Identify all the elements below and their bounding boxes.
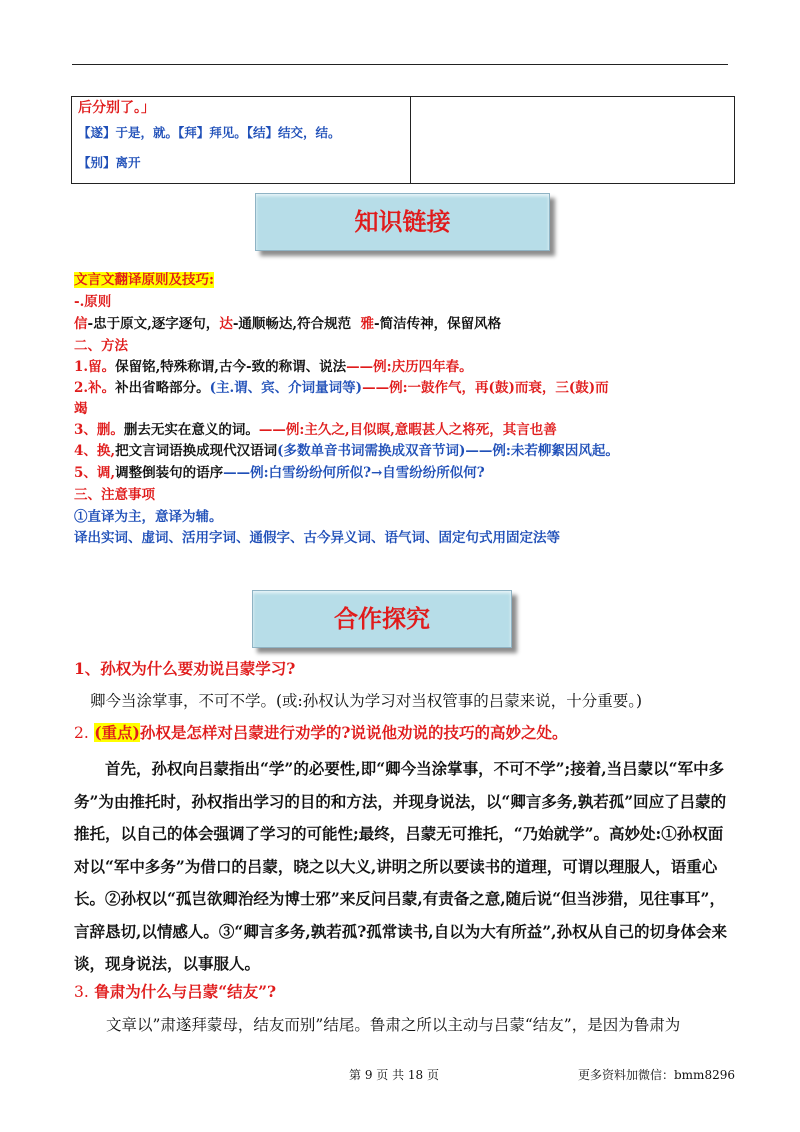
continuation-table [71,96,735,184]
method-4: 4、换,把文言词语换成现代汉语词(多数单音书词需换成双音节词)——例:未若柳絮因风起。 [74,443,619,459]
note-1: ①直译为主，意译为辅。 [74,509,223,525]
question-1: 1、孙权为什么要劝说吕蒙学习? [74,659,296,678]
table-line-3: 【别】离开 [78,155,141,170]
method-3: 3、删。删去无实在意义的词。——例:主久之,目似暝,意暇甚人之将死，其言也善 [74,422,557,438]
answer-1: 卿今当涂掌事，不可不学。(或:孙权认为学习对当权管事的吕蒙来说，十分重要。) [90,692,643,710]
answer-3: 文章以”肃遂拜蒙母，结友而别”结尾。鲁肃之所以主动与吕蒙“结友”，是因为鲁肃为 [106,1016,681,1034]
table-line-2: 【遂】于是，就。【拜】拜见。【结】结交，结。 [78,125,341,140]
question-3: 3. 鲁肃为什么与吕蒙“结友”? [74,982,277,1001]
principles-line: 信-忠于原文,逐字逐句，达-通顺畅达,符合规范 雅-简洁传神，保留风格 [74,316,502,332]
principles-title: -.原则 [74,294,112,310]
cooperative-inquiry-banner: 合作探究 [252,590,512,648]
table-right-cell [411,97,735,184]
contact-info: 更多资料加微信：bmm8296 [578,1068,735,1082]
methods-title: 二、方法 [74,338,128,354]
method-2-cont: 竭 [74,401,88,417]
page-number: 第 9 页 共 18 页 [349,1068,439,1082]
header-rule [72,64,728,65]
method-2: 2.补。补出省略部分。(主.谓、宾、介词量词等)——例:一鼓作气，再(鼓)而衰，三(鼓)而 [74,380,609,396]
knowledge-link-banner: 知识链接 [255,193,550,251]
method-1: 1.留。保留铭,特殊称谓,古今-致的称谓、说法——例:庆历四年春。 [74,359,473,375]
notes-title: 三、注意事项 [74,487,155,503]
table-left-cell [72,97,411,184]
section-heading: 文言文翻译原则及技巧: [74,272,214,288]
note-2: 译出实词、虚词、活用字词、通假字、古今异义词、语气词、固定句式用固定法等 [74,530,560,546]
answer-2: 首先，孙权向吕蒙指出“学”的必要性,即“卿今当涂掌事，不可不学”;接着,当吕蒙以“军中多务”为由推托时，孙权指出学习的目的和方法，并现身说法，以“卿言多务,孰若孤”回应了吕蒙的推托，以自己的体会强调了学习的可能性;最终，吕蒙无可推托，“乃始就学”。高妙处:①孙权面对以“军中多务”为借口的吕蒙，晓之以大义,讲明之所以要读书的道理，可谓以理服人，语重心长。②孙权以“孤岂欲卿治经为博士邪”来反问吕蒙,有责备之意,随后说“但当涉猎，见往事耳”，言辞恳切,以情感人。③“卿言多务,孰若孤?孤常读书,自以为大有所益”,孙权从自己的切身体会来谈，现身说法，以事服人。 [74,759,728,973]
question-2: 2. (重点)孙权是怎样对吕蒙进行劝学的?说说他劝说的技巧的高妙之处。 [74,723,568,742]
method-5: 5、调,调整倒装句的语序——例:白雪纷纷何所似?→自雪纷纷所似何? [74,465,485,481]
table-line-1: 后分别了。」 [78,100,155,116]
